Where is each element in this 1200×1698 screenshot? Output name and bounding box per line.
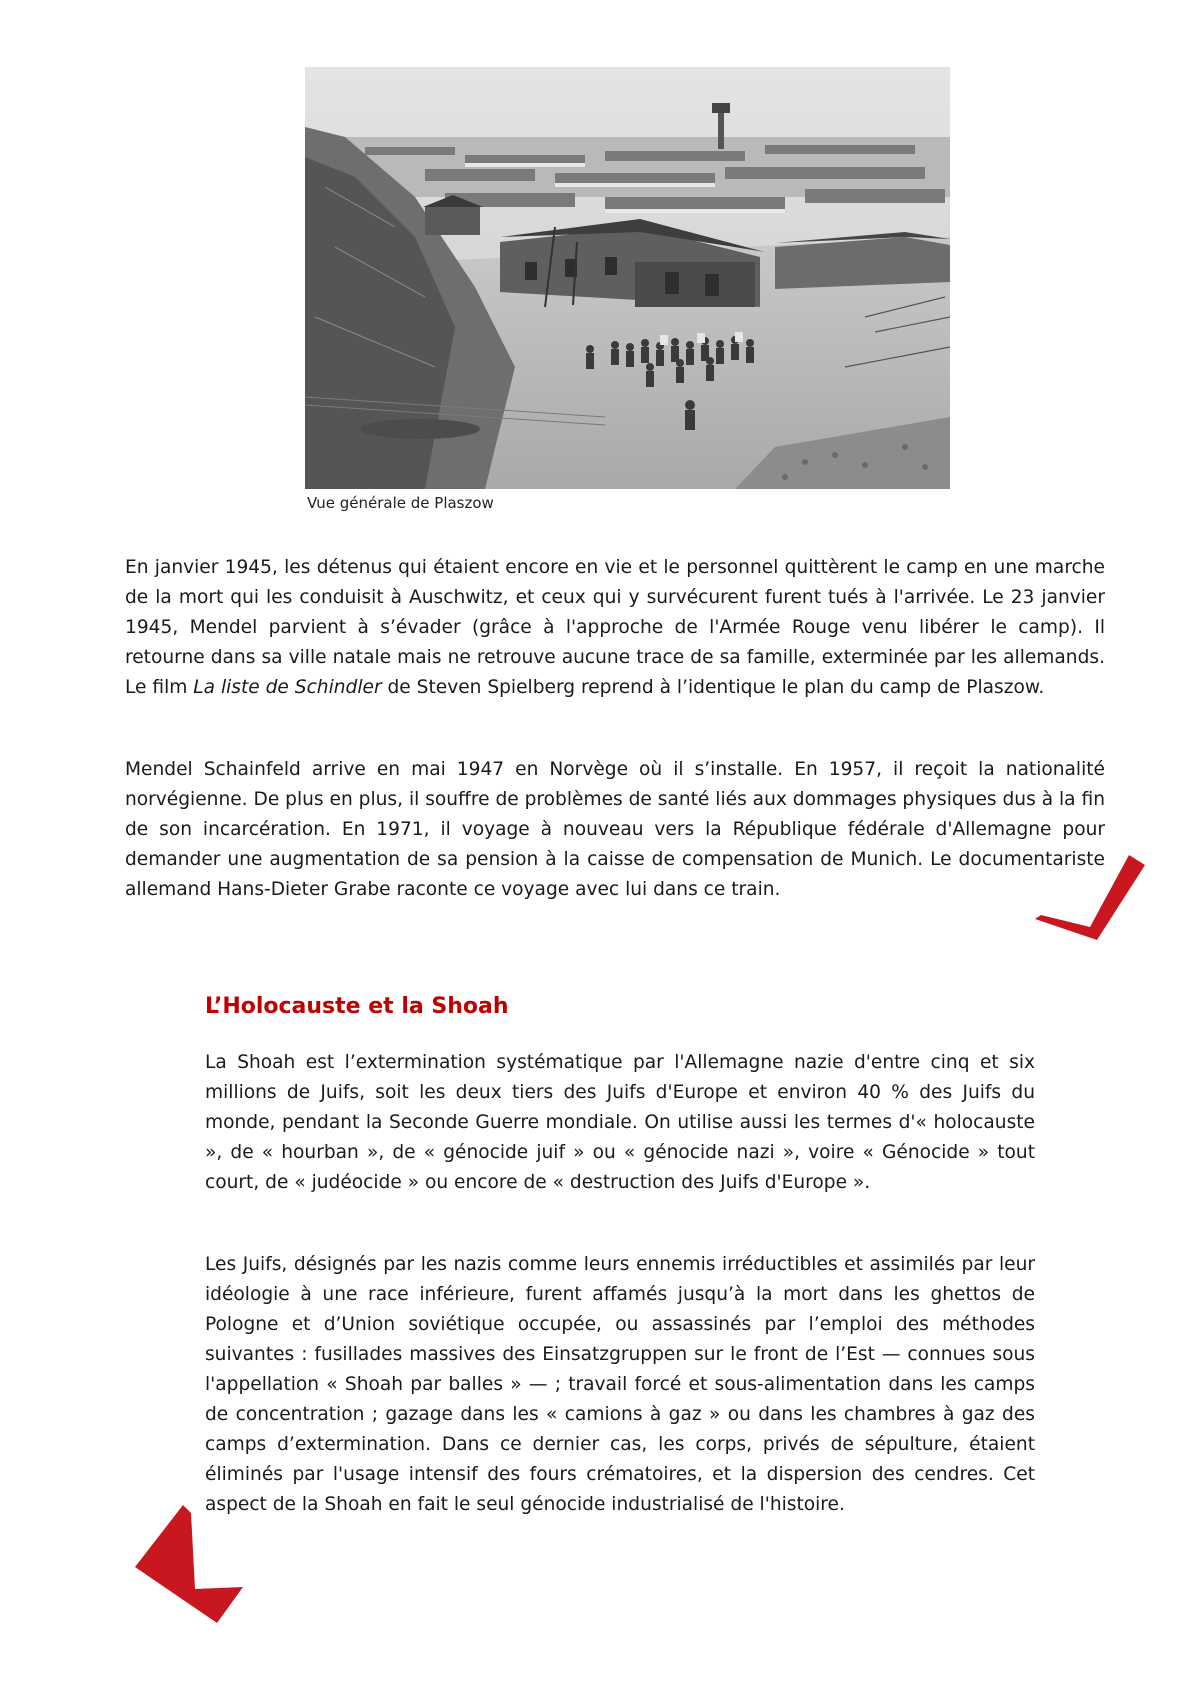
paragraph-1-text-end: de Steven Spielberg reprend à l’identique le plan du camp de Plaszow.	[381, 677, 1045, 698]
red-corner-decoration-left	[135, 1505, 245, 1623]
article-paragraph-1	[125, 553, 1105, 703]
paragraph-1-text-start: En janvier 1945, les détenus qui étaient encore en vie et le personnel quittèrent le camp en une marche de la mort qui les conduisit à Auschwitz, et ceux qui y survécurent furent tués à l'arrivée. Le 23 janvier 1945, Mendel parvient à s’évader (grâce à l'approche de l'Armée Rouge venu libérer le camp). Il retourne dans sa ville natale mais ne retrouve aucune trace de sa famille, exterminée par les allemands. Le film	[125, 557, 1105, 698]
photo-caption: Vue générale de Plaszow	[307, 494, 494, 512]
film-title: La liste de Schindler	[193, 677, 382, 698]
paragraph-2-text: Mendel Schainfeld arrive en mai 1947 en Norvège où il s’installe. En 1957, il reçoit la nationalité norvégienne. De plus en plus, il souffre de problèmes de santé liés aux dommages physiques dus à la fin de son incarcération. En 1971, il voyage à nouveau vers la République fédérale d'Allemagne pour demander une augmentation de sa pension à la caisse de compensation de Munich. Le documentariste allemand Hans-Dieter Grabe raconte ce voyage avec lui dans ce train.	[125, 759, 1105, 900]
section-paragraph-2	[205, 1250, 1035, 1520]
section-paragraph-2-text: Les Juifs, désignés par les nazis comme leurs ennemis irréductibles et assimilés par leur idéologie à une race inférieure, furent affamés jusqu’à la mort dans les ghettos de Pologne et d’Union soviétique occupée, ou assassinés par l’emploi des méthodes suivantes : fusillades massives des Einsatzgruppen sur le front de l’Est — connues sous l'appellation « Shoah par balles » — ; travail forcé et sous-alimentation dans les camps de concentration ; gazage dans les « camions à gaz » ou dans les chambres à gaz des camps d’extermination. Dans ce dernier cas, les corps, privés de sépulture, étaient éliminés par l'usage intensif des fours crématoires, et la dispersion des cendres. Cet aspect de la Shoah en fait le seul génocide industrialisé de l'histoire.	[205, 1254, 1035, 1515]
camp-photo-illustration	[305, 67, 950, 489]
section-title: L’Holocauste et la Shoah	[205, 994, 509, 1019]
article-paragraph-2	[125, 755, 1105, 905]
red-corner-decoration-right	[1035, 855, 1145, 940]
camp-photograph	[305, 67, 950, 489]
section-paragraph-1-text: La Shoah est l’extermination systématique par l'Allemagne nazie d'entre cinq et six millions de Juifs, soit les deux tiers des Juifs d'Europe et environ 40 % des Juifs du monde, pendant la Seconde Guerre mondiale. On utilise aussi les termes d'« holocauste », de « hourban », de « génocide juif » ou « génocide nazi », voire « Génocide » tout court, de « judéocide » ou encore de « destruction des Juifs d'Europe ».	[205, 1052, 1035, 1193]
section-paragraph-1	[205, 1048, 1035, 1198]
